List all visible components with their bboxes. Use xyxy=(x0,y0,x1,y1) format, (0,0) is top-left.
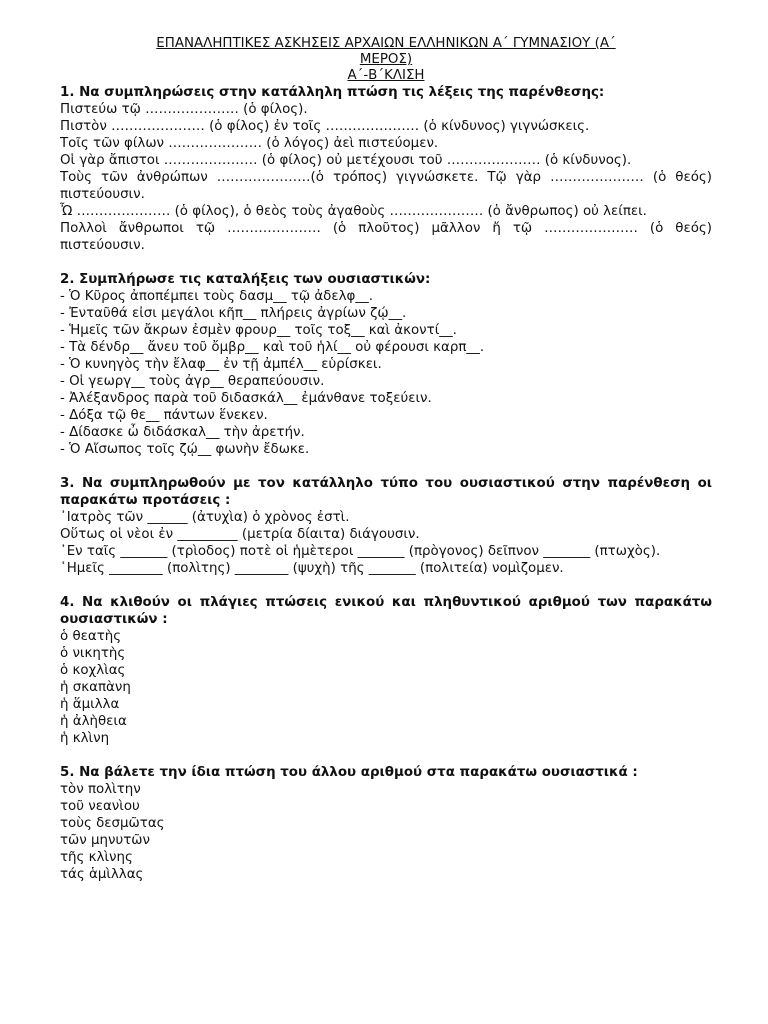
title-line-2: ΜΕΡΟΣ) xyxy=(359,52,413,67)
exercise-2-line: - Ὁ Αἴσωπος τοῖς ζῴ__ φωνὴν ἔδωκε. xyxy=(60,442,310,457)
exercise-5-item: τῶν μηνυτῶν xyxy=(60,833,151,848)
exercise-1-line: Τοῖς τῶν φίλων ………………… (ὁ λόγος) ἀεὶ πιστεύομεν. xyxy=(60,136,439,151)
exercise-5-item: τὸν πολὶτην xyxy=(60,782,141,797)
exercise-1 xyxy=(60,84,717,254)
exercise-4-item: ἡ κλὶνη xyxy=(60,731,110,746)
exercise-4 xyxy=(60,594,712,747)
exercise-2-line: - Τὰ δένδρ__ ἄνευ τοῦ ὄμβρ__ καὶ τοῦ ἡλί__ οὐ φέρουσι καρπ__. xyxy=(60,340,485,355)
exercise-3-line: ᾿Εν ταῖς _______ (τρὶοδος) ποτὲ οἱ ἡμὲτεροι _______ (πρὸγονος) δεῖπνον _______ (πτωχὸς). xyxy=(60,544,661,559)
exercise-5-item: τῆς κλὶνης xyxy=(60,850,133,865)
exercise-1-line: Πιστὸν ………………… (ὁ φίλος) ἐν τοῖς ………………… (ὁ κίνδυνος) γιγνώσκεις. xyxy=(60,119,590,134)
title-line-1: ΕΠΑΝΑΛΗΠΤΙΚΕΣ ΑΣΚΗΣΕΙΣ ΑΡΧΑΙΩΝ ΕΛΛΗΝΙΚΩΝ Α΄ ΓΥΜΝΑΣΙΟΥ (Α΄ xyxy=(156,36,616,51)
exercise-4-heading: 4. Να κλιθούν οι πλάγιες πτώσεις ενικού και πληθυντικού αριθμού των παρακάτω ουσιαστικών : xyxy=(60,595,712,627)
exercise-3-line: ῾Ημεῖς ________ (πολὶτης) ________ (ψυχὴ) τῆς _______ (πολιτεία) νομὶζομεν. xyxy=(60,561,564,576)
exercise-5-item: τοῦ νεανὶου xyxy=(60,799,140,814)
exercise-2-line: - Οἱ γεωργ__ τοὺς ἀγρ__ θεραπεύουσιν. xyxy=(60,374,325,389)
exercise-2 xyxy=(60,271,712,458)
exercise-2-line: - Δίδασκε ὦ διδάσκαλ__ τὴν ἀρετήν. xyxy=(60,425,305,440)
exercise-1-line: Πιστεύω τῷ ………………… (ὁ φίλος). xyxy=(60,102,308,117)
exercise-1-line: Πολλοὶ ἄνθρωποι τῷ ………………… (ὁ πλοῦτος) μᾶλλον ἤ τῷ ………………… (ὁ θεός) πιστεύουσιν. xyxy=(60,221,717,253)
exercise-2-line: - Ἀλέξανδρος παρὰ τοῦ διδασκάλ__ ἐμάνθανε τοξεύειν. xyxy=(60,391,432,406)
exercise-5 xyxy=(60,764,712,883)
exercise-3 xyxy=(60,475,712,577)
exercise-3-heading: 3. Να συμπληρωθούν με τον κατάλληλο τύπο του ουσιαστικού στην παρένθεση οι παρακάτω προτάσεις : xyxy=(60,476,712,508)
exercise-2-heading: 2. Συμπλήρωσε τις καταλήξεις των ουσιαστικών: xyxy=(60,272,431,287)
exercise-2-line: - Ἡμεῖς τῶν ἄκρων ἐσμὲν φρουρ__ τοῖς τοξ__ καὶ ἀκοντί__. xyxy=(60,323,457,338)
document-title xyxy=(60,36,712,84)
exercise-5-item: τάς ἁμὶλλας xyxy=(60,867,144,882)
exercise-4-item: ὁ κοχλὶας xyxy=(60,663,126,678)
exercise-1-line: Τοὺς τῶν ἀνθρώπων …………………(ὁ τρόπος) γιγνώσκετε. Τῷ γὰρ ………………… (ὁ θεός) πιστεύουσιν. xyxy=(60,170,717,202)
exercise-1-heading: 1. Να συμπληρώσεις στην κατάλληλη πτώση τις λέξεις της παρένθεσης: xyxy=(60,85,605,100)
exercise-2-line: - Ὁ Κῦρος ἀποπέμπει τοὺς δασμ__ τῷ ἀδελφ__. xyxy=(60,289,374,304)
exercise-5-heading: 5. Να βάλετε την ίδια πτώση του άλλου αριθμού στα παρακάτω ουσιαστικά : xyxy=(60,765,638,780)
exercise-2-line: - Ὁ κυνηγὸς τὴν ἔλαφ__ ἐν τῇ ἀμπέλ__ εὑρίσκει. xyxy=(60,357,382,372)
exercise-5-item: τοὺς δεσμῶτας xyxy=(60,816,165,831)
exercise-4-item: ἡ ἅμιλλα xyxy=(60,697,120,712)
exercise-1-line: Οἱ γὰρ ἄπιστοι ………………… (ὁ φίλος) οὐ μετέχουσι τοῦ ………………… (ὁ κίνδυνος). xyxy=(60,153,632,168)
exercise-4-item: ὁ νικητὴς xyxy=(60,646,126,661)
exercise-1-line: Ὦ ………………… (ὁ φίλος), ὁ θεὸς τοὺς ἀγαθοὺς ………………… (ὁ ἄνθρωπος) οὐ λείπει. xyxy=(60,204,647,219)
exercise-2-line: - Δόξα τῷ θε__ πάντων ἕνεκεν. xyxy=(60,408,268,423)
exercise-4-item: ὁ θεατὴς xyxy=(60,629,122,644)
exercise-2-line: - Ἐνταῦθά εἰσι μεγάλοι κῆπ__ πλήρεις ἀγρίων ζῴ__. xyxy=(60,306,407,321)
worksheet-page xyxy=(60,36,717,883)
exercise-3-line: ᾿Ιατρὸς τῶν ______ (ἀτυχὶα) ὁ χρὸνος ἐστὶ. xyxy=(60,510,350,525)
exercise-4-item: ἡ ἀλὴθεια xyxy=(60,714,127,729)
title-line-3: Α΄-Β΄ΚΛΙΣΗ xyxy=(347,68,425,83)
exercise-4-item: ἡ σκαπὰνη xyxy=(60,680,131,695)
exercise-3-line: Οὕτως οἱ νὲοι ἐν _________ (μετρία δίαιτα) διάγουσιν. xyxy=(60,527,420,542)
